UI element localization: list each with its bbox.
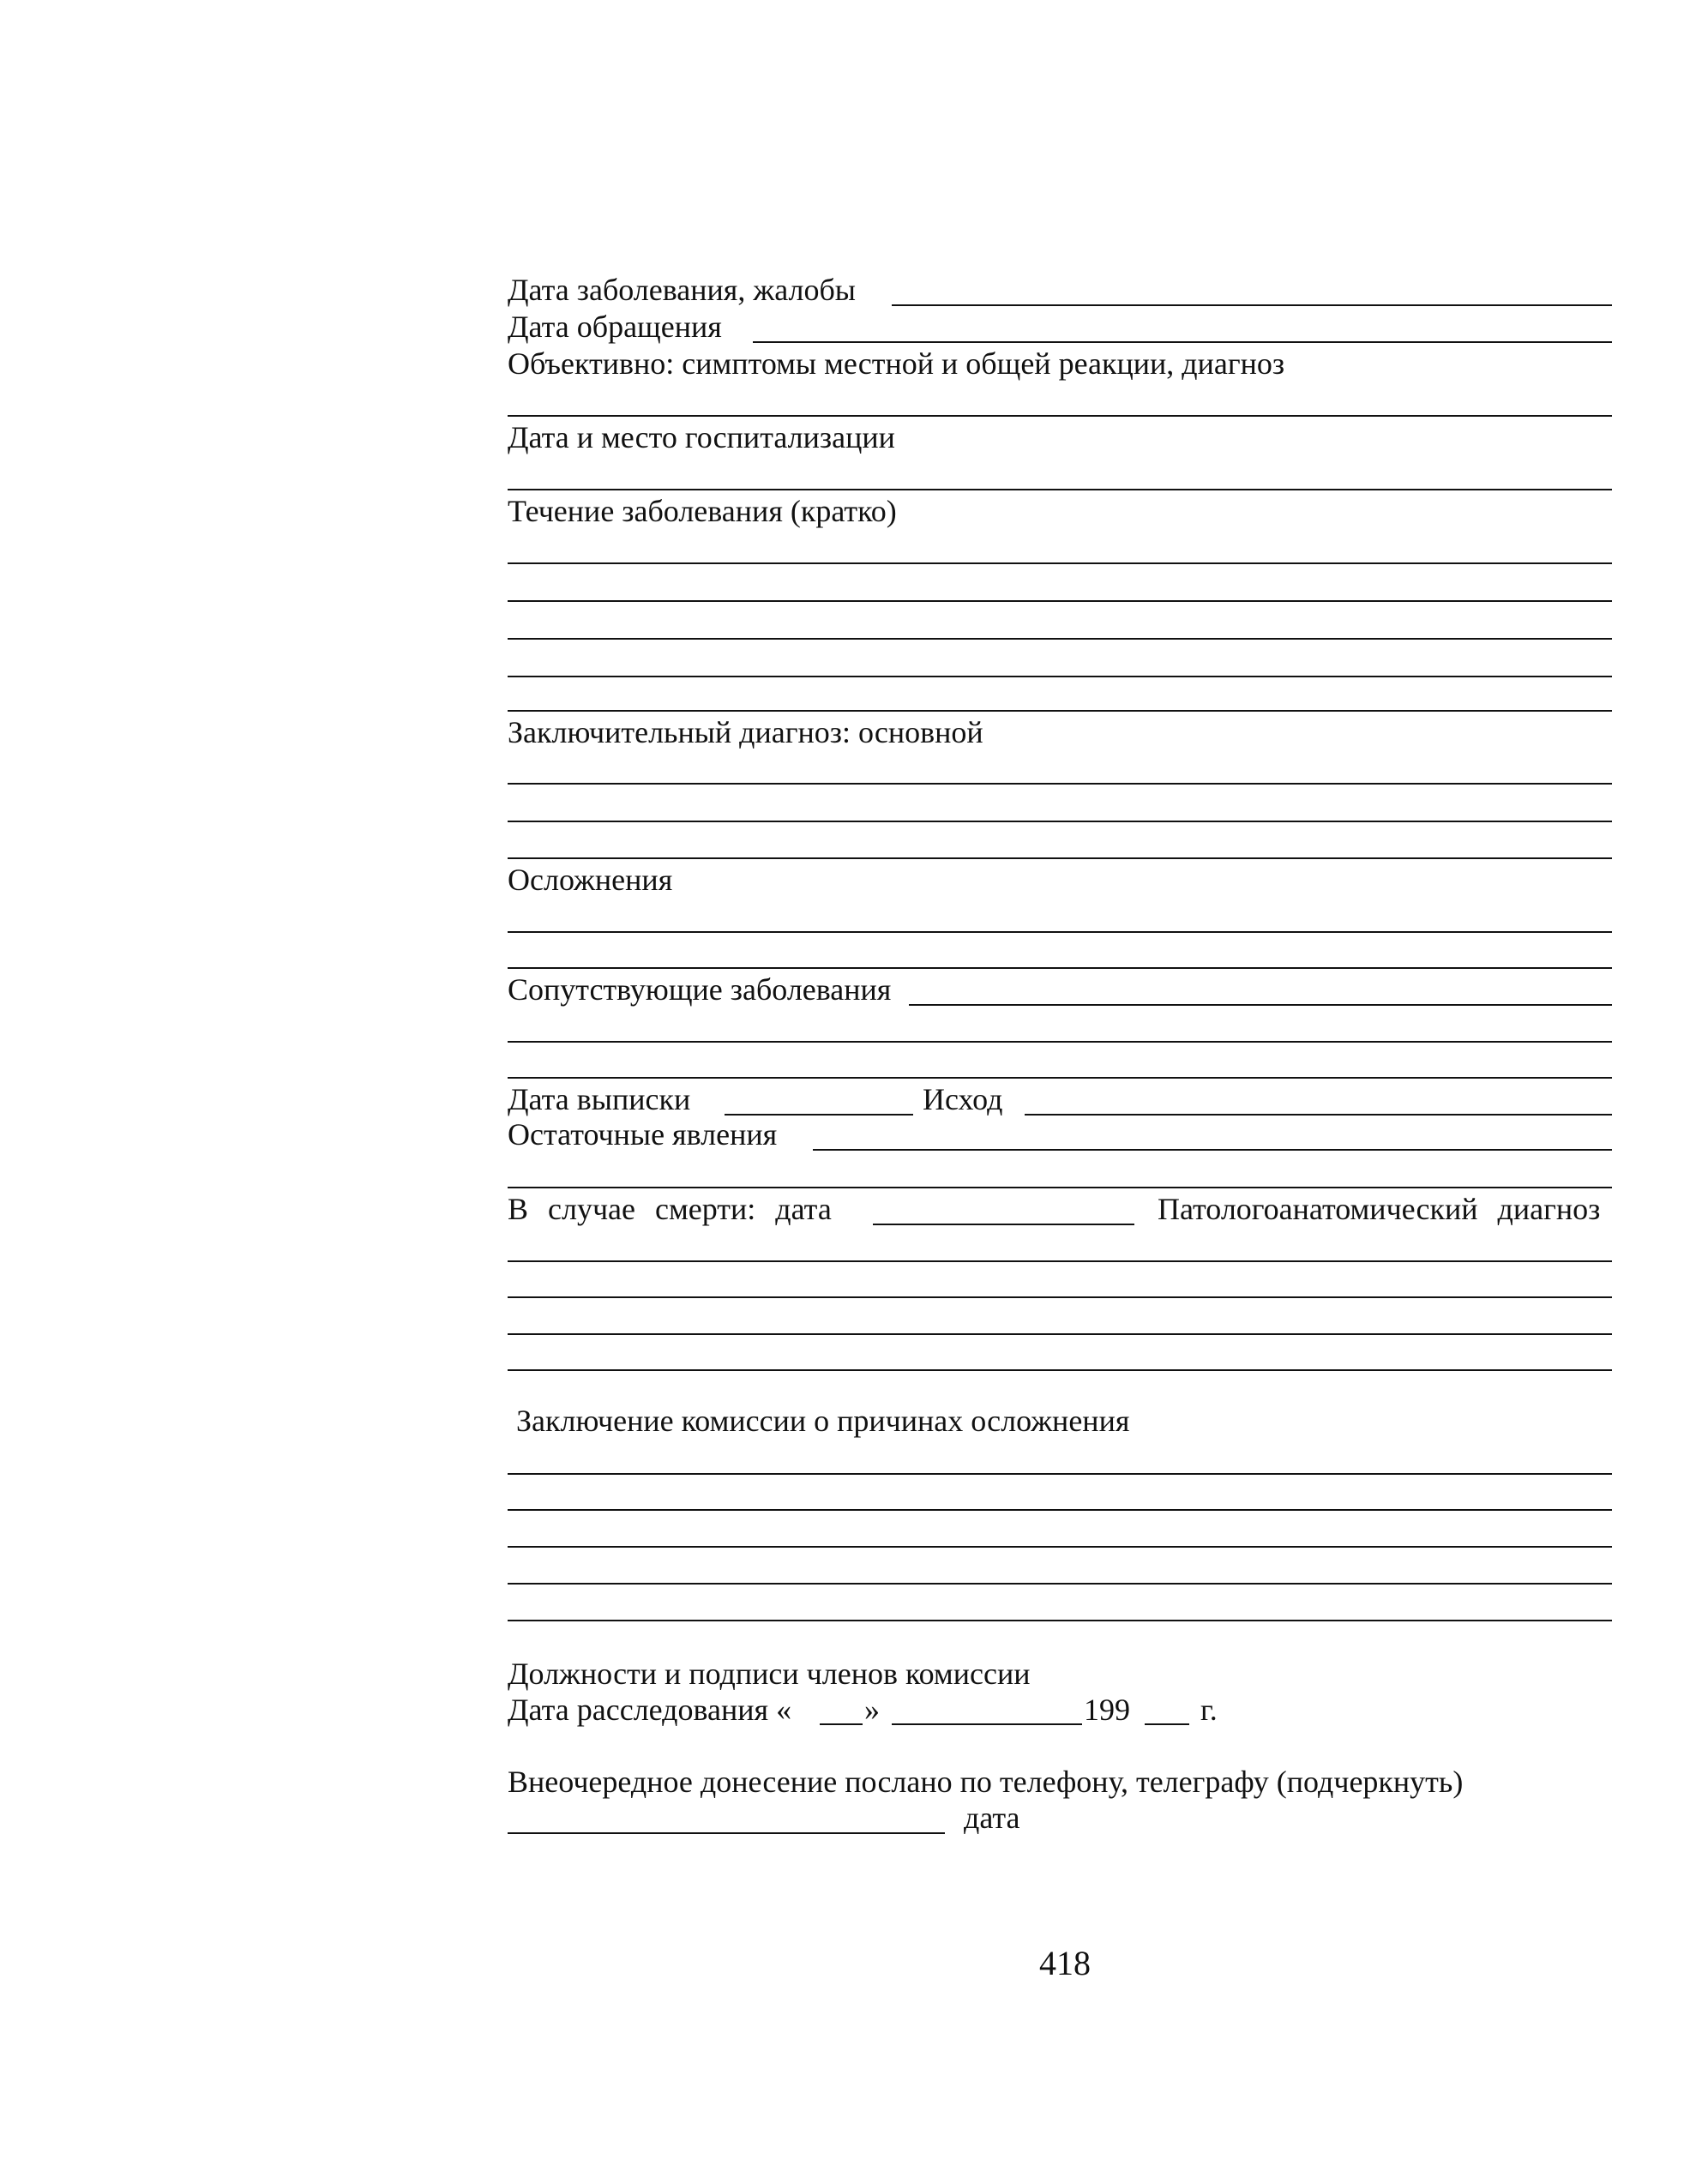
investigation-day-field-line[interactable] [820, 1723, 863, 1725]
death-case-label: В случае смерти: дата [508, 1192, 832, 1226]
discharge-date-label: Дата выписки [508, 1082, 691, 1116]
visit-label: Дата обращения [508, 310, 722, 344]
year-suffix: г. [1200, 1693, 1218, 1727]
pathology-field-line-4[interactable] [508, 1369, 1612, 1371]
members-label: Должности и подписи членов комиссии [508, 1657, 1031, 1691]
comorbidities-label: Сопутствующие заболевания [508, 972, 892, 1007]
final-diagnosis-label: Заключительный диагноз: основной [508, 715, 983, 749]
onset-field-line[interactable] [892, 304, 1612, 306]
complications-label: Осложнения [508, 863, 673, 897]
outcome-field-line[interactable] [1025, 1114, 1612, 1116]
course-field-line-1[interactable] [508, 562, 1612, 564]
report-label: Внеочередное донесение послано по телефону, телеграфу (подчеркнуть) [508, 1765, 1464, 1799]
comorbidities-field-line-3[interactable] [508, 1077, 1612, 1079]
course-field-line-4[interactable] [508, 676, 1612, 677]
course-field-line-5[interactable] [508, 710, 1612, 712]
page-number: 418 [1039, 1944, 1091, 1982]
hospitalization-field-line[interactable] [508, 489, 1612, 490]
complications-field-line-2[interactable] [508, 967, 1612, 969]
objective-label: Объективно: симптомы местной и общей реакции, диагноз [508, 346, 1285, 381]
commission-field-line-1[interactable] [508, 1473, 1612, 1475]
residual-label: Остаточные явления [508, 1117, 778, 1152]
course-field-line-3[interactable] [508, 638, 1612, 640]
commission-field-line-5[interactable] [508, 1620, 1612, 1621]
commission-field-line-4[interactable] [508, 1583, 1612, 1585]
investigation-month-field-line[interactable] [892, 1723, 1082, 1725]
hospitalization-label: Дата и место госпитализации [508, 420, 895, 454]
death-date-field-line[interactable] [873, 1224, 1134, 1225]
final-diagnosis-field-line-2[interactable] [508, 821, 1612, 822]
investigation-year-field-line[interactable] [1145, 1723, 1189, 1725]
pathology-field-line-3[interactable] [508, 1333, 1612, 1335]
complications-field-line-1[interactable] [508, 931, 1612, 933]
final-diagnosis-field-line-1[interactable] [508, 783, 1612, 785]
course-field-line-2[interactable] [508, 600, 1612, 602]
report-field-line[interactable] [508, 1832, 945, 1834]
visit-field-line[interactable] [753, 341, 1612, 343]
course-label: Течение заболевания (кратко) [508, 494, 897, 528]
year-prefix: 199 [1084, 1693, 1130, 1727]
pathology-field-line-1[interactable] [508, 1260, 1612, 1262]
outcome-label: Исход [923, 1082, 1003, 1116]
commission-field-line-2[interactable] [508, 1509, 1612, 1511]
pathology-label: Патологоанатомический диагноз [1158, 1192, 1601, 1226]
discharge-date-field-line[interactable] [725, 1114, 913, 1116]
report-date-label: дата [964, 1801, 1020, 1835]
comorbidities-field-line-2[interactable] [508, 1041, 1612, 1043]
investigation-date-label: Дата расследования « [508, 1693, 792, 1727]
investigation-date-close-quote: » [864, 1693, 880, 1727]
onset-label: Дата заболевания, жалобы [508, 273, 856, 307]
objective-field-line[interactable] [508, 415, 1612, 417]
comorbidities-field-line-1[interactable] [909, 1004, 1612, 1006]
commission-conclusion-label: Заключение комиссии о причинах осложнения [516, 1404, 1130, 1438]
residual-field-line-2[interactable] [508, 1187, 1612, 1188]
commission-field-line-3[interactable] [508, 1546, 1612, 1548]
pathology-field-line-2[interactable] [508, 1296, 1612, 1298]
final-diagnosis-field-line-3[interactable] [508, 857, 1612, 859]
residual-field-line-1[interactable] [813, 1149, 1612, 1151]
